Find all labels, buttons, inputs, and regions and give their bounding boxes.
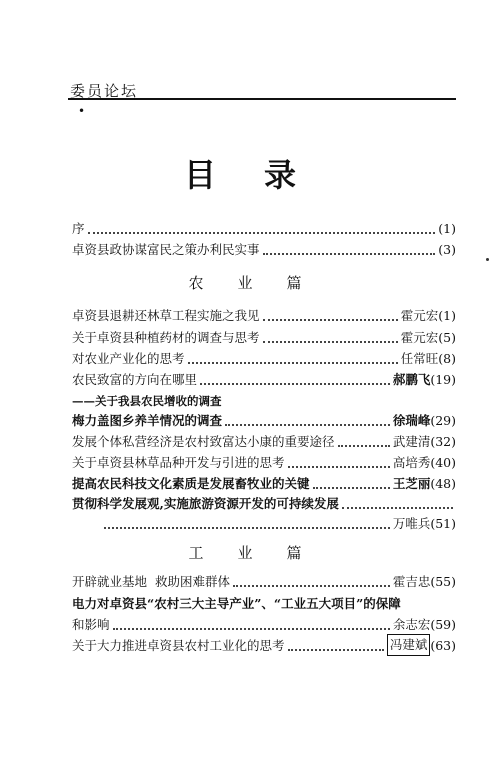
dot-leader: [233, 585, 390, 587]
entry-page: (29): [430, 413, 456, 428]
entry-author: 霍吉忠: [392, 574, 431, 589]
dot-leader: [288, 466, 390, 468]
entry-page: (5): [438, 330, 456, 345]
entry-author: 郝鹏飞: [392, 372, 431, 387]
toc-entry[interactable]: [72, 219, 456, 239]
page-title: 目录: [183, 156, 344, 194]
entry-subtitle: ——关于我县农民增收的调查: [72, 394, 222, 408]
entry-page: (32): [430, 434, 456, 449]
toc-entry[interactable]: [72, 594, 456, 614]
running-header: 委员论坛: [70, 82, 139, 100]
entry-page: (8): [438, 351, 456, 366]
entry-page: (59): [430, 617, 456, 632]
toc-entry[interactable]: [72, 328, 456, 348]
toc-entry-continued[interactable]: [104, 514, 456, 534]
entry-author: 余志宏: [392, 617, 431, 632]
entry-title: 卓资县政协谋富民之策办利民实事: [72, 242, 260, 257]
dot-leader: [188, 362, 398, 364]
entry-page: (1): [438, 221, 456, 236]
entry-page: (19): [430, 372, 456, 387]
section-heading-industry: 工业篇: [188, 544, 336, 562]
toc-entry[interactable]: [72, 240, 456, 260]
entry-page: (1): [438, 308, 456, 323]
toc-entry[interactable]: [72, 349, 456, 369]
entry-title: 农民致富的方向在哪里: [72, 372, 198, 387]
entry-author: 霍元宏: [400, 330, 439, 345]
dot-leader: [225, 424, 390, 426]
entry-title: 关于卓资县种植药材的调查与思考: [72, 330, 260, 345]
toc-entry[interactable]: [72, 306, 456, 326]
entry-author: 冯建斌: [387, 634, 431, 656]
toc-entry[interactable]: [72, 494, 456, 514]
entry-title-continued: 和影响: [72, 617, 110, 632]
entry-title: 关于卓资县林草品种开发与引进的思考: [72, 455, 285, 470]
dot-leader: [113, 628, 390, 630]
entry-title: 对农业产业化的思考: [72, 351, 185, 366]
entry-author: 徐瑞峰: [392, 413, 431, 428]
header-rule: [68, 98, 456, 100]
entry-page: (63): [430, 638, 456, 653]
toc-entry[interactable]: [72, 474, 456, 494]
entry-author: 万唯兵: [392, 516, 431, 531]
entry-title: 贯彻科学发展观,实施旅游资源开发的可持续发展: [72, 496, 339, 511]
entry-title: 关于大力推进卓资县农村工业化的思考: [72, 638, 285, 653]
entry-page: (3): [438, 242, 456, 257]
entry-author: 高培秀: [392, 455, 431, 470]
dot-leader: [263, 341, 398, 343]
entry-page: (55): [430, 574, 456, 589]
entry-title: 卓资县退耕还林草工程实施之我见: [72, 308, 260, 323]
toc-entry[interactable]: [72, 411, 456, 431]
dot-leader: [263, 319, 398, 321]
toc-entry[interactable]: [72, 636, 456, 656]
entry-author: 王芝丽: [392, 476, 431, 491]
entry-page: (48): [430, 476, 456, 491]
dot-leader: [104, 527, 390, 529]
entry-title: 电力对卓资县“农村三大主导产业”、“工业五大项目”的保障: [72, 596, 401, 611]
dot-leader: [200, 383, 390, 385]
entry-title: 发展个体私营经济是农村致富达小康的重要途径: [72, 434, 335, 449]
dot-leader: [338, 445, 390, 447]
entry-title: 提高农民科技文化素质是发展畜牧业的关键: [72, 476, 310, 491]
entry-title: 开辟就业基地 救助困难群体: [72, 574, 230, 589]
toc-entry-continued[interactable]: [72, 615, 456, 635]
scan-speck: [486, 258, 489, 261]
header-dot: •: [78, 104, 86, 118]
section-heading-agriculture: 农业篇: [188, 274, 336, 292]
entry-page: (51): [430, 516, 456, 531]
dot-leader: [263, 253, 436, 255]
entry-page: (40): [430, 455, 456, 470]
toc-entry[interactable]: [72, 453, 456, 473]
dot-leader: [313, 487, 390, 489]
entry-title: 梅力盖图乡养羊情况的调查: [72, 413, 223, 428]
dot-leader: [342, 507, 453, 509]
dot-leader: [88, 232, 436, 234]
entry-author: 霍元宏: [400, 308, 439, 323]
dot-leader: [288, 649, 384, 651]
toc-entry[interactable]: [72, 370, 456, 390]
entry-author: 任常旺: [400, 351, 439, 366]
entry-title: 序: [72, 221, 85, 236]
entry-author: 武建清: [392, 434, 431, 449]
toc-entry[interactable]: [72, 432, 456, 452]
toc-entry[interactable]: [72, 572, 456, 592]
